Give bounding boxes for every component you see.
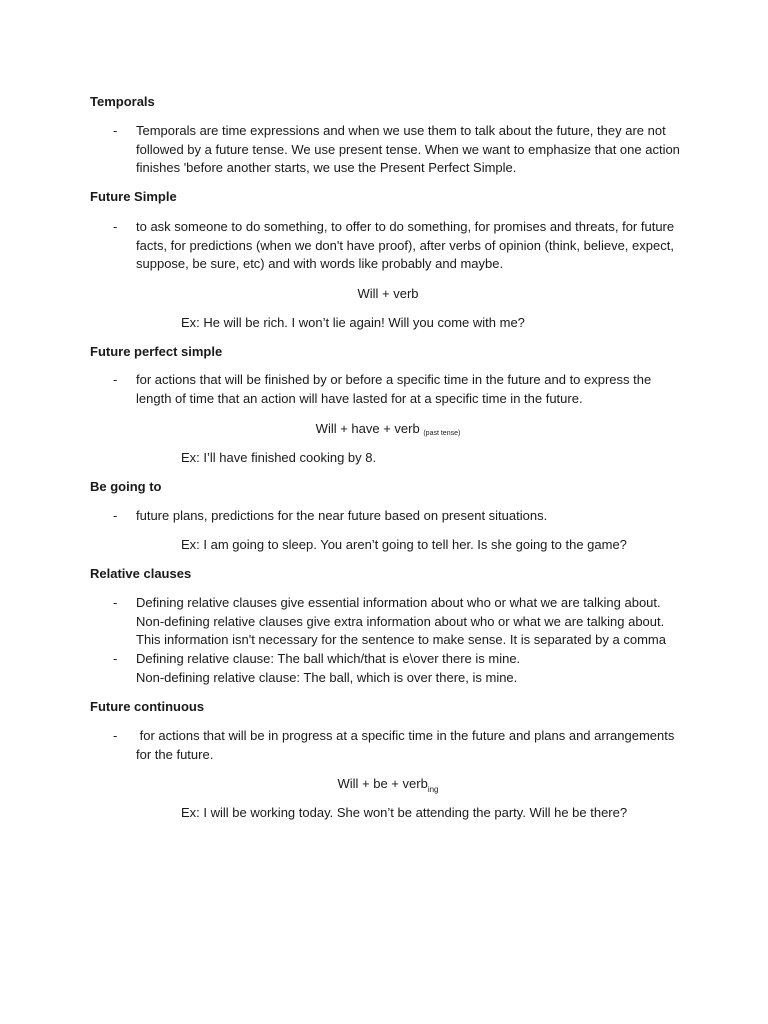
- text-line: for actions that will be finished by or before a specific time in the future and to express the: [136, 372, 652, 387]
- text-line: for actions that will be in progress at a specific time in the future and plans and arrangements: [136, 728, 675, 743]
- formula-future-continuous: [0, 775, 768, 799]
- text-line: Non-defining relative clauses give extra information about who or what we are talking about.: [136, 613, 665, 629]
- heading-future-simple: Future Simple: [90, 189, 177, 204]
- text-line: for the future.: [136, 746, 214, 762]
- relative-paragraph-1: [136, 594, 676, 650]
- future-simple-paragraph: [136, 218, 676, 274]
- relative-paragraph-2: [136, 650, 676, 687]
- text-line: finishes 'before another starts, we use the Present Perfect Simple.: [136, 160, 517, 176]
- formula-subscript: (past tense): [423, 430, 461, 437]
- bullet-dash: -: [113, 508, 118, 523]
- future-perfect-paragraph: [136, 371, 676, 408]
- text-line: This information isn't necessary for the sentence to make sense. It is separated by a comma: [136, 632, 666, 648]
- text-line: future plans, predictions for the near future based on present situations.: [136, 508, 548, 523]
- formula-future-simple: Will + verb: [357, 286, 419, 301]
- formula-subscript: ing: [427, 785, 439, 794]
- text-line: Non-defining relative clause: The ball, which is over there, is mine.: [136, 669, 518, 685]
- going-to-paragraph: [136, 507, 676, 526]
- text-line: suppose, be sure, etc) and with words like probably and maybe.: [136, 256, 504, 272]
- heading-going-to: Be going to: [90, 479, 162, 494]
- bullet-dash: -: [113, 219, 118, 234]
- bullet-dash: -: [113, 728, 118, 743]
- example-future-continuous: Ex: I will be working today. She won’t be attending the party. Will he be there?: [181, 805, 628, 820]
- text-line: Defining relative clauses give essential information about who or what we are talking about.: [136, 595, 661, 610]
- bullet-dash: -: [113, 123, 118, 138]
- bullet-dash: -: [113, 651, 118, 666]
- text-line: length of time that an action will have lasted for at a specific time in the future.: [136, 390, 583, 406]
- heading-temporals: Temporals: [90, 94, 155, 109]
- text-line: facts, for predictions (when we don't have proof), after verbs of opinion (think, believe, expect,: [136, 237, 674, 253]
- future-continuous-paragraph: [136, 727, 676, 764]
- temporals-paragraph: [136, 122, 680, 178]
- heading-future-continuous: Future continuous: [90, 699, 205, 714]
- formula-main: Will + be + verb: [337, 776, 428, 791]
- formula-future-perfect: [0, 420, 768, 443]
- formula-main: Will + have + verb: [315, 421, 420, 436]
- example-future-perfect: Ex: I’ll have finished cooking by 8.: [181, 450, 377, 465]
- text-line: followed by a future tense. We use present tense. When we want to emphasize that one action: [136, 141, 680, 157]
- heading-relative-clauses: Relative clauses: [90, 566, 192, 581]
- bullet-dash: -: [113, 372, 118, 387]
- text-line: to ask someone to do something, to offer to do something, for promises and threats, for future: [136, 219, 675, 234]
- text-line: Defining relative clause: The ball which/that is e\over there is mine.: [136, 651, 521, 666]
- text-line: Temporals are time expressions and when we use them to talk about the future, they are not: [136, 123, 666, 138]
- example-going-to: Ex: I am going to sleep. You aren’t going to tell her. Is she going to the game?: [181, 537, 627, 552]
- bullet-dash: -: [113, 595, 118, 610]
- heading-future-perfect: Future perfect simple: [90, 344, 223, 359]
- example-future-simple: Ex: He will be rich. I won’t lie again! Will you come with me?: [181, 315, 525, 330]
